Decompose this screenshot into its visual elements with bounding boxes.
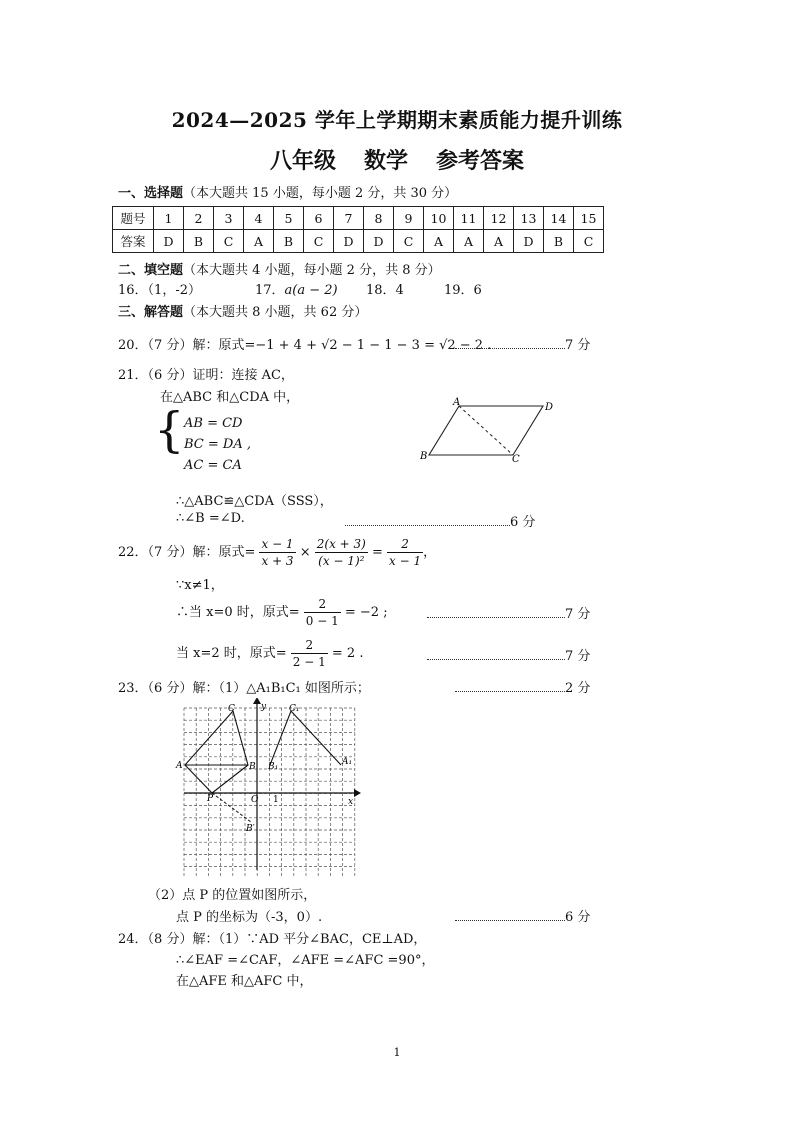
q24-line2: ∴∠EAF =∠CAF，∠AFE =∠AFC =90°， [176, 953, 435, 968]
section1-header [118, 182, 457, 201]
q22-fraction2 [315, 536, 368, 569]
answer-kind-label: 参考答案 [436, 148, 525, 174]
q23-score2 [455, 906, 590, 925]
score-leader [455, 919, 565, 921]
section2-note: （本大题共 4 小题，每小题 2 分，共 8 分） [183, 263, 441, 278]
q24-line3: 在△AFE 和△AFC 中， [176, 974, 313, 989]
q22-fraction3 [387, 536, 423, 569]
label-o: O [251, 795, 259, 805]
q22-case2-fraction [291, 637, 328, 670]
q22-score1-text: 7 分 [565, 607, 591, 622]
label-c: C [228, 704, 235, 714]
q22-case1-fraction [304, 596, 341, 629]
q21-brace [154, 402, 185, 458]
fraction-numerator: 2 [387, 536, 423, 553]
score-leader [427, 616, 565, 618]
table-cell: 7 [334, 207, 364, 230]
table-header-cell: 题号 [113, 207, 154, 230]
q22-case1 [176, 596, 388, 629]
q20-score [455, 334, 590, 353]
q23-score1 [455, 677, 590, 696]
vertex-d-label: D [545, 402, 554, 413]
label-b: B [249, 762, 256, 772]
fraction-denominator: 2 − 1 [292, 655, 326, 669]
q21-eq2: BC = DA , [184, 437, 251, 452]
q21-conclusion1: ∴△ABC≌△CDA（SSS）， [176, 494, 333, 509]
section3-note: （本大题共 8 小题，共 62 分） [183, 305, 368, 320]
y-axis-arrow [253, 698, 261, 704]
q19-answer: 19．6 [444, 283, 482, 298]
grade-label: 八年级 [269, 148, 336, 174]
section2-heading: 二、填空题 [118, 263, 184, 278]
q22-case1-suffix: = −2 ; [344, 605, 388, 620]
section3-heading: 三、解答题 [118, 305, 184, 320]
q22-fraction1 [259, 536, 295, 569]
table-cell: A [244, 230, 274, 253]
label-one: 1 [273, 795, 279, 805]
table-cell: B [274, 230, 304, 253]
fraction-denominator: (x − 1)² [318, 554, 365, 568]
equals-symbol: = [372, 545, 383, 560]
fraction-numerator: 2 [291, 637, 328, 654]
table-cell: D [364, 230, 394, 253]
table-header-cell: 答案 [113, 230, 154, 253]
table-cell: C [574, 230, 604, 253]
q22-tail: ， [423, 545, 437, 560]
subject-label: 数学 [363, 148, 408, 174]
table-cell: A [484, 230, 514, 253]
table-cell: 9 [394, 207, 424, 230]
table-cell: 1 [154, 207, 184, 230]
q21-line2: 在△ABC 和△CDA 中， [160, 390, 300, 405]
table-cell: 6 [304, 207, 334, 230]
q22-score2-text: 7 分 [565, 649, 591, 664]
q22-case2 [176, 637, 363, 670]
q21-score-text: 6 分 [510, 515, 536, 530]
q23-score1-text: 2 分 [565, 681, 591, 696]
answer-table [112, 206, 604, 253]
q18-answer: 18．4 [366, 283, 404, 298]
fraction-denominator: x + 3 [261, 554, 294, 568]
q21-eq3: AC = CA [184, 458, 242, 473]
label-c1: C₁ [289, 704, 300, 714]
score-leader [427, 658, 565, 660]
q20-label: 20．（7 分）解：原式= [118, 338, 256, 353]
q22-label: 22．（7 分）解：原式= [118, 545, 256, 560]
q21-conclusion2: ∴∠B =∠D. [176, 511, 245, 526]
q22-score2 [427, 645, 590, 664]
q20-solution [118, 334, 491, 353]
section1-note: （本大题共 15 小题，每小题 2 分，共 30 分） [183, 186, 458, 201]
q20-expression: −1 + 4 + √2 − 1 − 1 − 3 = √2 − 2 . [255, 338, 492, 353]
label-a1: A₁ [342, 757, 353, 767]
vertex-c-label: C [512, 454, 520, 465]
q17-answer [255, 279, 338, 298]
fraction-numerator: x − 1 [261, 537, 294, 551]
q17-expression: a(a − 2) [284, 283, 338, 298]
vertex-b-label: B [420, 451, 428, 462]
label-p: P [207, 794, 214, 804]
q22-condition: ∵x≠1， [176, 578, 224, 593]
table-cell: B [544, 230, 574, 253]
table-cell: C [394, 230, 424, 253]
section2-header [118, 259, 441, 278]
table-cell: 11 [454, 207, 484, 230]
parallelogram-figure [415, 395, 565, 467]
fraction-numerator: 2(x + 3) [316, 537, 366, 551]
diagonal-ac [459, 406, 513, 455]
score-leader [455, 347, 565, 349]
table-cell: C [304, 230, 334, 253]
table-cell: B [184, 230, 214, 253]
label-y: y [261, 702, 267, 712]
fraction-denominator: 0 − 1 [305, 614, 339, 628]
table-cell: 4 [244, 207, 274, 230]
table-cell: A [424, 230, 454, 253]
label-a: A [176, 761, 183, 771]
table-cell: 8 [364, 207, 394, 230]
q22-case2-suffix: = 2 . [331, 646, 364, 661]
label-b1: B₁ [268, 762, 279, 772]
x-axis-arrow [354, 789, 361, 797]
q22-score1 [427, 603, 590, 622]
q17-label: 17． [255, 283, 285, 298]
q24-label: 24．（8 分）解：（1）∵AD 平分∠BAC，CE⊥AD， [118, 932, 427, 947]
fraction-denominator: x − 1 [389, 554, 422, 568]
table-cell: 2 [184, 207, 214, 230]
times-symbol: × [299, 545, 311, 560]
page-subtitle [0, 144, 794, 175]
q21-eq1: AB = CD [184, 416, 243, 431]
page-title: 2024—2025 学年上学期期末素质能力提升训练 [171, 108, 623, 132]
table-cell: 15 [574, 207, 604, 230]
table-cell: D [334, 230, 364, 253]
table-cell: D [154, 230, 184, 253]
section1-heading: 一、选择题 [118, 186, 184, 201]
q23-label: 23．（6 分）解：（1）△A₁B₁C₁ 如图所示； [118, 681, 370, 696]
vertex-a-label: A [453, 397, 461, 408]
q20-score-text: 7 分 [565, 338, 591, 353]
score-leader [345, 524, 510, 526]
table-row-numbers [113, 207, 604, 230]
q22-case2-prefix: 当 x=2 时，原式= [176, 646, 287, 661]
q23-part2b: 点 P 的坐标为（-3，0）. [176, 910, 323, 925]
table-cell: D [514, 230, 544, 253]
table-cell: 5 [274, 207, 304, 230]
table-cell: 12 [484, 207, 514, 230]
section3-header [118, 301, 367, 320]
figure-abc [185, 711, 248, 793]
table-cell: A [454, 230, 484, 253]
label-x: x [348, 797, 354, 807]
table-cell: 13 [514, 207, 544, 230]
q21-label: 21．（6 分）证明：连接 AC， [118, 368, 294, 383]
label-b-prime: B′ [246, 824, 255, 834]
brace-symbol: { [154, 402, 185, 458]
coordinate-grid-figure [174, 698, 364, 878]
table-row-answers [113, 230, 604, 253]
q16-answer: 16．（1，-2） [118, 283, 201, 298]
q23-score2-text: 6 分 [565, 910, 591, 925]
q21-score [345, 511, 535, 530]
score-leader [455, 690, 565, 692]
table-cell: 10 [424, 207, 454, 230]
fraction-numerator: 2 [304, 596, 341, 613]
q22-case1-prefix: ∴当 x=0 时，原式= [176, 605, 300, 620]
table-cell: 3 [214, 207, 244, 230]
table-cell: C [214, 230, 244, 253]
q23-part2: （2）点 P 的位置如图所示， [148, 888, 317, 903]
q22-solution [118, 536, 436, 569]
table-cell: 14 [544, 207, 574, 230]
page-number: 1 [393, 1046, 401, 1059]
